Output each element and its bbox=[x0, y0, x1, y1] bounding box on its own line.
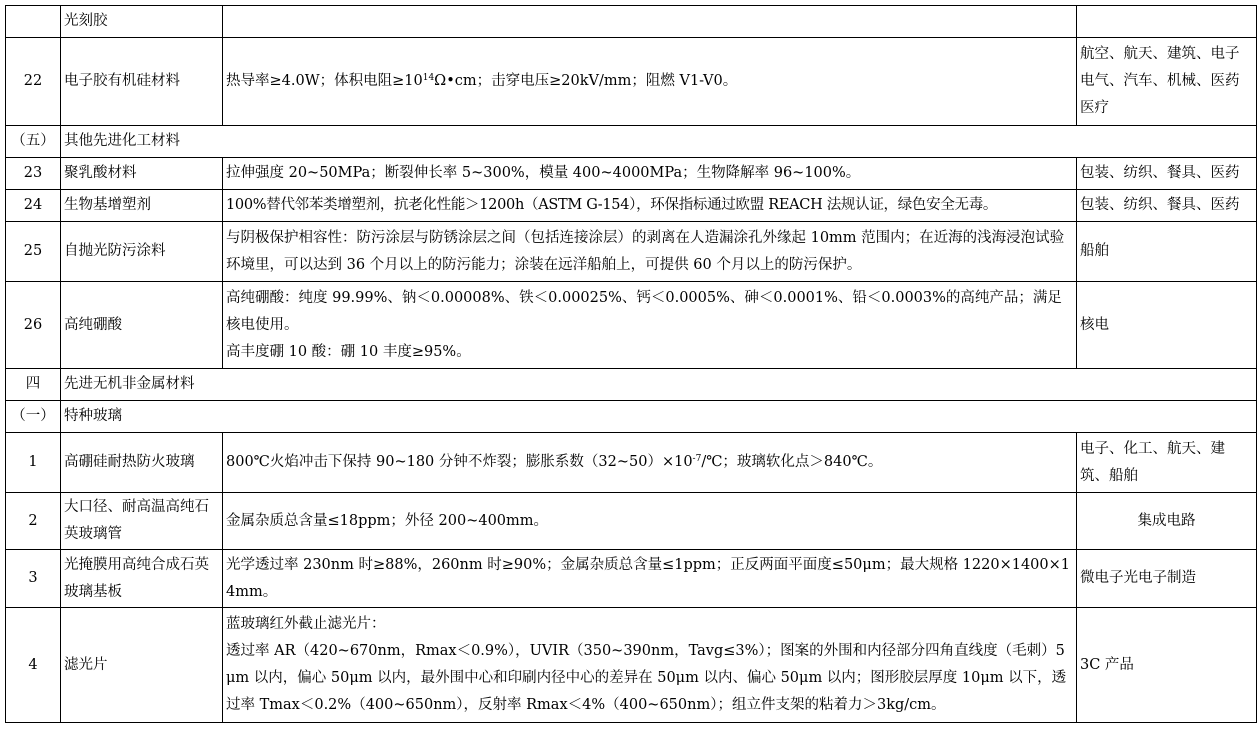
row-number: 1 bbox=[6, 433, 61, 493]
table-row bbox=[6, 433, 1257, 493]
table-row bbox=[6, 550, 1257, 608]
table-row bbox=[6, 282, 1257, 369]
section-number: 四 bbox=[6, 369, 61, 401]
application-text bbox=[1077, 6, 1257, 38]
spec-text: 光学透过率 230nm 时≥88%，260nm 时≥90%；金属杂质总含量≤1ppm；正反两面平面度≤50μm；最大规格 1220×1400×14mm。 bbox=[223, 550, 1077, 608]
spec-text bbox=[223, 608, 1077, 723]
spec-text bbox=[223, 38, 1077, 126]
application-text: 3C 产品 bbox=[1077, 608, 1257, 723]
application-text: 船舶 bbox=[1077, 222, 1257, 282]
exponent: -7 bbox=[692, 454, 702, 464]
spec-text bbox=[223, 282, 1077, 369]
section-row bbox=[6, 126, 1257, 158]
material-name: 聚乳酸材料 bbox=[61, 158, 223, 190]
spec-text bbox=[223, 433, 1077, 493]
material-name: 高硼硅耐热防火玻璃 bbox=[61, 433, 223, 493]
section-number: （一） bbox=[6, 401, 61, 433]
row-number: 26 bbox=[6, 282, 61, 369]
row-number: 2 bbox=[6, 493, 61, 550]
exponent: 14 bbox=[422, 73, 435, 83]
section-title: 先进无机非金属材料 bbox=[61, 369, 1257, 401]
section-row bbox=[6, 369, 1257, 401]
spec-text-tail: /℃；玻璃软化点＞840℃。 bbox=[701, 454, 883, 470]
spec-text: 100%替代邻苯类增塑剂，抗老化性能＞1200h（ASTM G-154），环保指标通过欧盟 REACH 法规认证，绿色安全无毒。 bbox=[223, 190, 1077, 222]
table-row bbox=[6, 38, 1257, 126]
table-row bbox=[6, 158, 1257, 190]
spec-table bbox=[5, 5, 1257, 723]
row-number: 24 bbox=[6, 190, 61, 222]
section-title: 其他先进化工材料 bbox=[61, 126, 1257, 158]
table-row bbox=[6, 190, 1257, 222]
row-number: 25 bbox=[6, 222, 61, 282]
spec-text-main: 热导率≥4.0W；体积电阻≥10 bbox=[226, 73, 423, 89]
application-text: 微电子光电子制造 bbox=[1077, 550, 1257, 608]
row-number: 3 bbox=[6, 550, 61, 608]
table-row bbox=[6, 6, 1257, 38]
row-number: 23 bbox=[6, 158, 61, 190]
spec-line: 高丰度硼 10 酸：硼 10 丰度≥95%。 bbox=[226, 343, 471, 360]
spec-line: 高纯硼酸：纯度 99.99%、钠＜0.00008%、铁＜0.00025%、钙＜0.0005%、砷＜0.0001%、铅＜0.0003%的高纯产品；满足核电使用。 bbox=[226, 289, 1062, 333]
row-number: 22 bbox=[6, 38, 61, 126]
spec-text: 与阴极保护相容性：防污涂层与防锈涂层之间（包括连接涂层）的剥离在人造漏涂孔外缘起 10mm 范围内；在近海的浅海浸泡试验环境里，可以达到 36 个月以上的防污能力；涂装在远洋船舶上，可提供 60 个月以上的防污保护。 bbox=[223, 222, 1077, 282]
section-row bbox=[6, 401, 1257, 433]
material-name: 自抛光防污涂料 bbox=[61, 222, 223, 282]
spec-line: 透过率 AR（420~670nm，Rmax＜0.9%），UVIR（350~390nm，Tavg≤3%）；图案的外围和内径部分四角直线度（毛刺）5μm 以内，偏心 50μm 以内，最外围中心和印刷内径中心的差异在 50μm 以内、偏心 50μm 以内；图形胶层厚度 10μm 以下，透过率 Tmax＜0.2%（400~650nm），反射率 Rmax＜4%（400~650nm）；组立件支架的粘着力＞3kg/cm。 bbox=[226, 643, 1067, 713]
table-row bbox=[6, 608, 1257, 723]
material-name: 大口径、耐高温高纯石英玻璃管 bbox=[61, 493, 223, 550]
application-text: 包装、纺织、餐具、医药 bbox=[1077, 190, 1257, 222]
application-text: 电子、化工、航天、建筑、船舶 bbox=[1077, 433, 1257, 493]
spec-text bbox=[223, 6, 1077, 38]
application-text: 航空、航天、建筑、电子电气、汽车、机械、医药医疗 bbox=[1077, 38, 1257, 126]
material-name: 生物基增塑剂 bbox=[61, 190, 223, 222]
material-name: 光刻胶 bbox=[61, 6, 223, 38]
material-name: 高纯硼酸 bbox=[61, 282, 223, 369]
material-name: 滤光片 bbox=[61, 608, 223, 723]
spec-text: 金属杂质总含量≤18ppm；外径 200~400mm。 bbox=[223, 493, 1077, 550]
application-text: 集成电路 bbox=[1077, 493, 1257, 550]
material-name: 电子胶有机硅材料 bbox=[61, 38, 223, 126]
table-row bbox=[6, 222, 1257, 282]
spec-text-tail: Ω•cm；击穿电压≥20kV/mm；阻燃 V1-V0。 bbox=[434, 73, 738, 89]
application-text: 包装、纺织、餐具、医药 bbox=[1077, 158, 1257, 190]
row-number: 4 bbox=[6, 608, 61, 723]
section-number: （五） bbox=[6, 126, 61, 158]
material-name: 光掩膜用高纯合成石英玻璃基板 bbox=[61, 550, 223, 608]
application-text: 核电 bbox=[1077, 282, 1257, 369]
spec-line: 蓝玻璃红外截止滤光片： bbox=[226, 616, 386, 632]
row-number bbox=[6, 6, 61, 38]
spec-text-main: 800℃火焰冲击下保持 90~180 分钟不炸裂；膨胀系数（32~50）×10 bbox=[226, 454, 693, 470]
spec-text: 拉伸强度 20~50MPa；断裂伸长率 5~300%，模量 400~4000MPa；生物降解率 96~100%。 bbox=[223, 158, 1077, 190]
section-title: 特种玻璃 bbox=[61, 401, 1257, 433]
table-row bbox=[6, 493, 1257, 550]
